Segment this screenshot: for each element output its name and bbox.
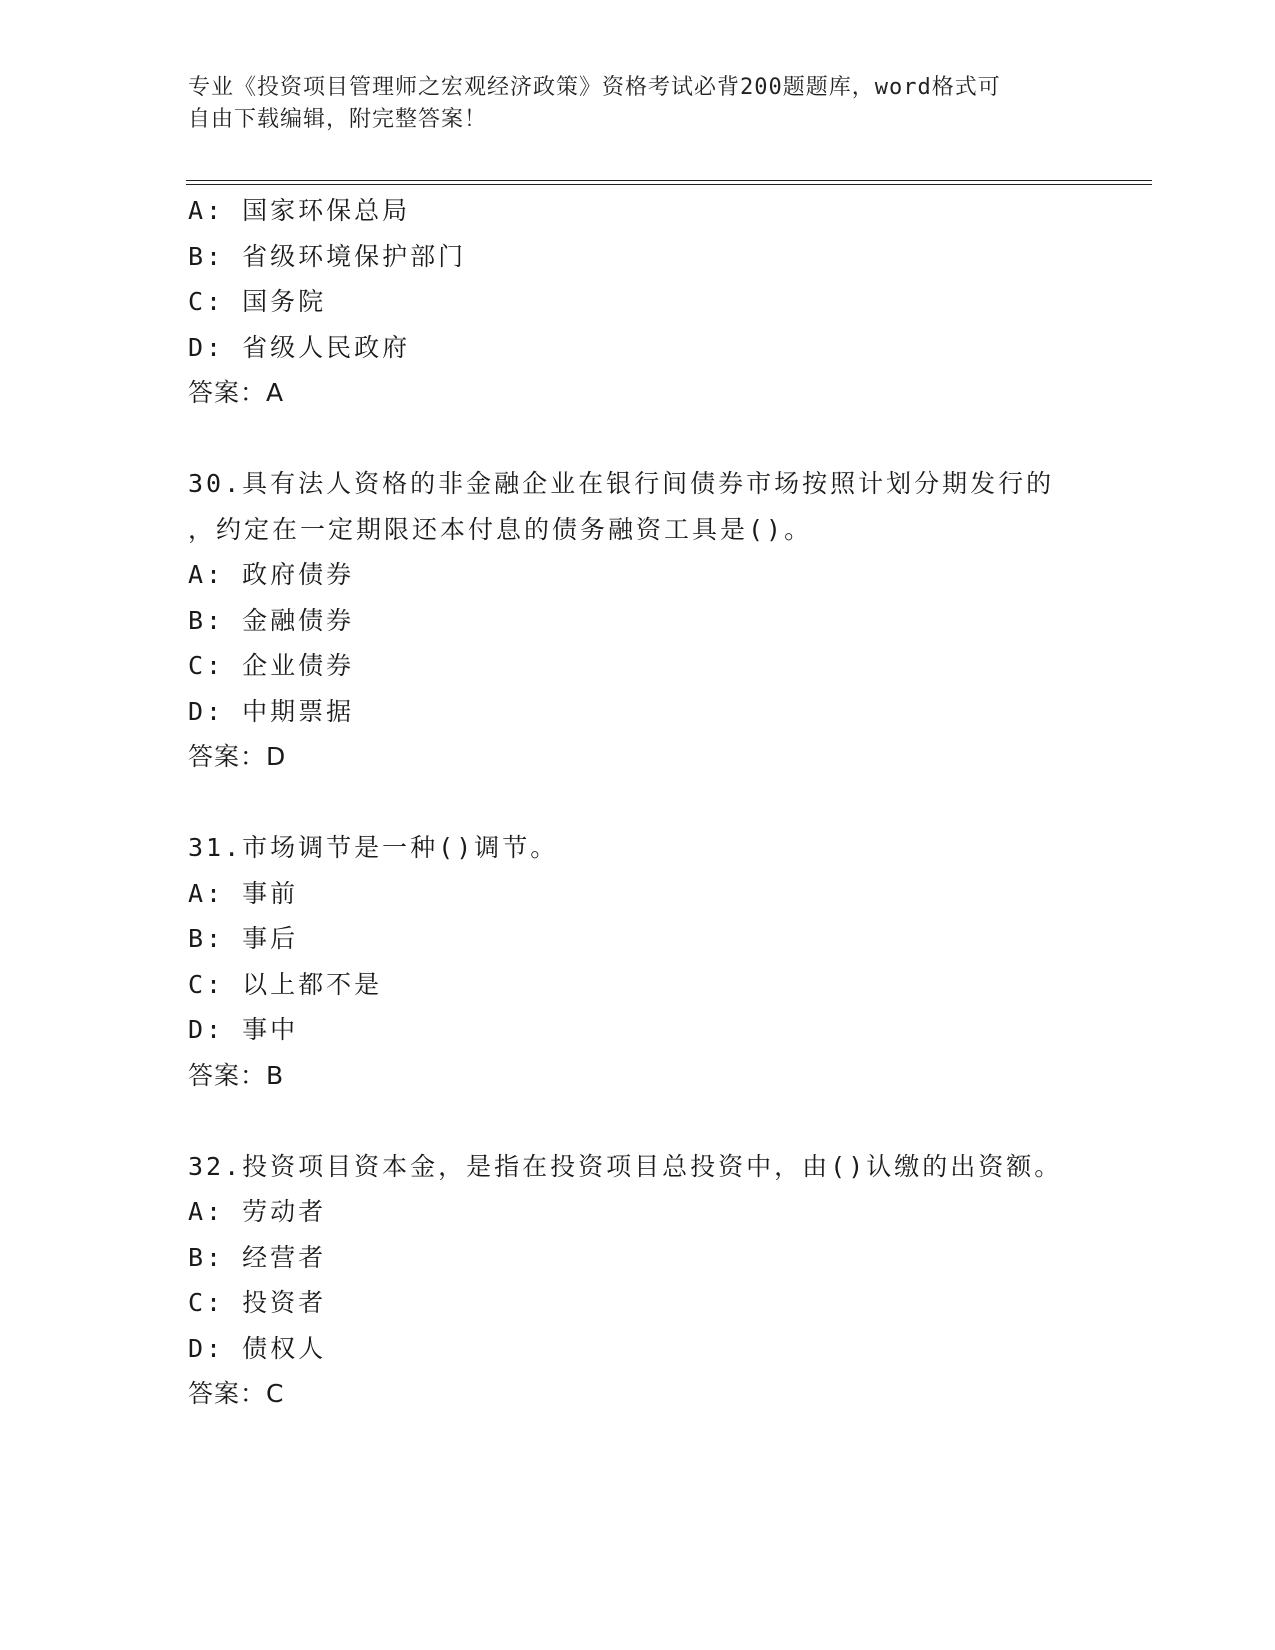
answer-line: 答案：A [188, 378, 285, 407]
option-d: D: 省级人民政府 [188, 332, 411, 362]
answer-line: 答案：D [188, 742, 287, 771]
question-stem: 31.市场调节是一种()调节。 [188, 833, 559, 862]
question-stem: 32.投资项目资本金，是指在投资项目总投资中，由()认缴的出资额。 [188, 1151, 1063, 1181]
question-block-31 [188, 825, 1148, 1098]
header-line-2: 自由下载编辑，附完整答案！ [188, 107, 488, 132]
option-d: D: 中期票据 [188, 696, 355, 726]
option-d: D: 事中 [188, 1015, 299, 1044]
option-c: C: 企业债券 [188, 651, 355, 680]
option-a: A: 劳动者 [188, 1197, 327, 1226]
header-divider-top [186, 180, 1152, 181]
question-block-30 [188, 461, 1148, 780]
question-list [188, 188, 1148, 1417]
option-a: A: 事前 [188, 878, 299, 908]
spacer [188, 416, 1148, 462]
document-header [188, 72, 1088, 136]
option-b: B: 省级环境保护部门 [188, 241, 467, 271]
option-b: B: 金融债券 [188, 605, 355, 635]
option-b: B: 经营者 [188, 1242, 327, 1272]
header-line-1: 专业《投资项目管理师之宏观经济政策》资格考试必背200题题库，word格式可 [188, 75, 1001, 100]
option-a: A: 国家环保总局 [188, 196, 411, 225]
option-a: A: 政府债券 [188, 560, 355, 589]
option-d: D: 债权人 [188, 1333, 327, 1363]
spacer [188, 780, 1148, 826]
header-divider-bottom [186, 184, 1152, 185]
option-c: C: 国务院 [188, 287, 327, 316]
question-block-32 [188, 1144, 1148, 1417]
question-block-29 [188, 188, 1148, 416]
question-stem-continued: ，约定在一定期限还本付息的债务融资工具是()。 [188, 514, 813, 544]
answer-line: 答案：C [188, 1379, 285, 1408]
option-b: B: 事后 [188, 924, 299, 953]
question-stem: 30.具有法人资格的非金融企业在银行间债券市场按照计划分期发行的 [188, 469, 1055, 498]
answer-line: 答案：B [188, 1060, 285, 1090]
option-c: C: 以上都不是 [188, 969, 383, 999]
option-c: C: 投资者 [188, 1288, 327, 1317]
spacer [188, 1098, 1148, 1144]
